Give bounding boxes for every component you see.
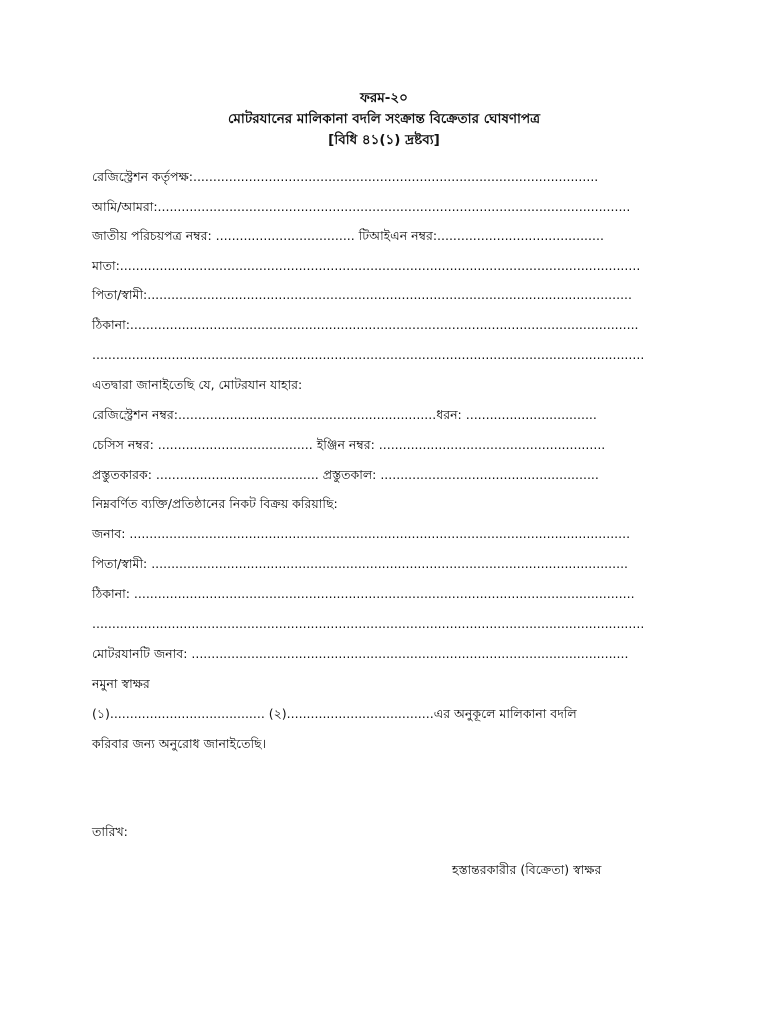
seller-name-line: আমি/আমরা:....................................................................................................................... [92, 199, 631, 214]
specimen-signatures-line: (১)....................................... (২).....................................এর অনুকূলে মালিকানা বদলি [92, 706, 577, 721]
mother-line: মাতা:................................................................................................................................... [92, 258, 641, 273]
manufacturer-year-line: প্রস্তুতকারক: ......................................... প্রস্তুতকাল: ....................................................... [92, 467, 599, 482]
form-number: ফরম-২০ [360, 90, 408, 106]
buyer-address-continuation-line: ........................................................................................................................................... [92, 616, 645, 631]
address-continuation-line: ........................................................................................................................................... [92, 347, 645, 362]
registration-authority-line: রেজিস্ট্রেশন কর্তৃপক্ষ:...................................................................................................... [92, 169, 599, 184]
form-header [0, 88, 768, 151]
seller-signature-label: হস্তান্তরকারীর (বিক্রেতা) স্বাক্ষর [452, 862, 602, 877]
date-label: তারিখ: [92, 824, 128, 839]
form-rule-reference: [বিধি ৪১(১) দ্রষ্টব্য] [328, 132, 440, 148]
vehicle-transfer-line: মোটরযানটি জনাব: .............................................................................................................. [92, 646, 629, 661]
buyer-address-line: ঠিকানা: .............................................................................................................................. [92, 586, 635, 601]
specimen-signature-label: নমুনা স্বাক্ষর [92, 676, 150, 691]
nid-tin-line: জাতীয় পরিচয়পত্র নম্বর: ................................... টিআইএন নম্বর:.......................................... [92, 228, 604, 243]
form-title: মোটরযানের মালিকানা বদলি সংক্রান্ত বিক্রেতার ঘোষণাপত্র [227, 111, 541, 127]
address-line: ঠিকানা:................................................................................................................................ [92, 317, 639, 332]
buyer-name-line: জনাব: .............................................................................................................................. [92, 526, 631, 541]
declaration-intro: এতদ্বারা জানাইতেছি যে, মোটরযান যাহার: [92, 377, 303, 392]
chassis-engine-line: চেসিস নম্বর: ....................................... ইঞ্জিন নম্বর: ......................................................... [92, 437, 606, 452]
buyer-father-husband-line: পিতা/স্বামী: ........................................................................................................................ [92, 556, 629, 571]
request-statement: করিবার জন্য অনুরোধ জানাইতেছি। [92, 736, 267, 751]
father-husband-line: পিতা/স্বামী:.......................................................................................................................... [92, 287, 632, 302]
registration-number-type-line: রেজিস্ট্রেশন নম্বর:.................................................................ধরন: ................................. [92, 407, 597, 422]
sale-statement: নিম্নবর্ণিত ব্যক্তি/প্রতিষ্ঠানের নিকট বিক্রয় করিয়াছি: [92, 496, 338, 511]
